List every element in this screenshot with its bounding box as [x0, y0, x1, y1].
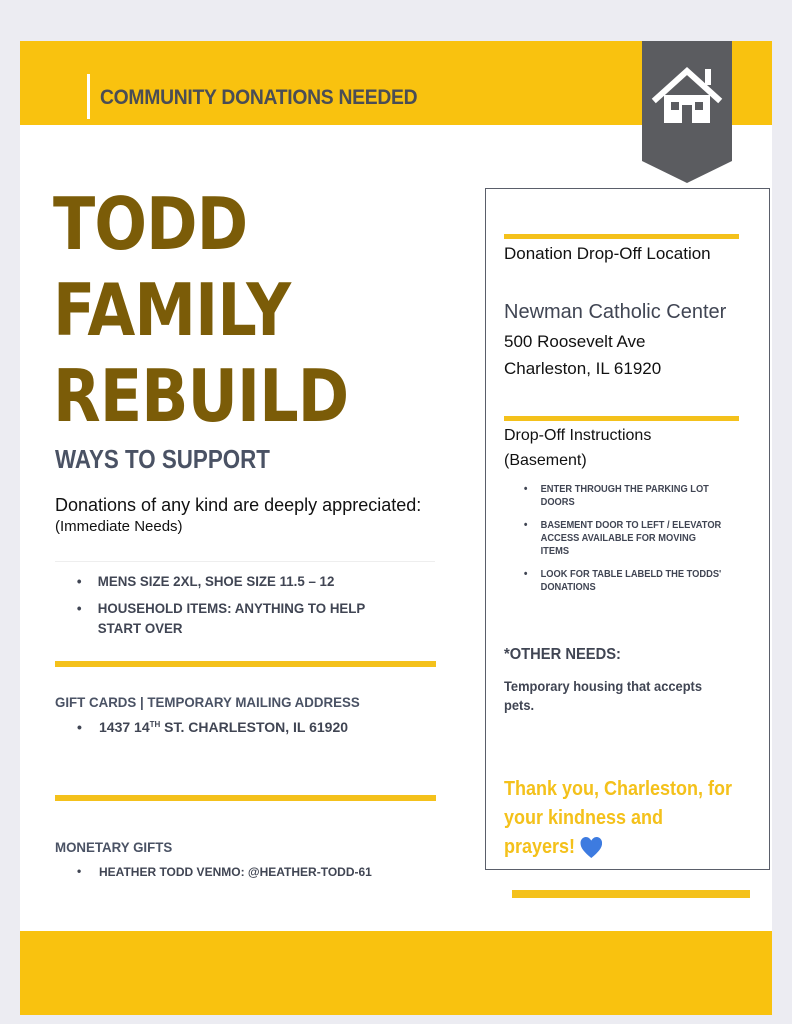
sidebar-gold-bar — [504, 234, 739, 239]
thank-you-message — [504, 775, 738, 862]
mailing-address — [75, 719, 348, 735]
title-line-1: TODD — [53, 182, 248, 266]
address-number: 1437 14 — [99, 719, 150, 735]
location-city: Charleston, IL 61920 — [504, 359, 662, 378]
address-rest: ST. CHARLESTON, IL 61920 — [160, 719, 349, 735]
list-item: • HOUSEHOLD ITEMS: ANYTHING TO HELP START OVER — [75, 598, 389, 638]
list-item: • LOOK FOR TABLE LABELD THE TODDS' DONATIONS — [522, 568, 727, 594]
blue-heart-icon — [580, 837, 602, 859]
donations-intro: Donations of any kind are deeply appreciated: — [55, 495, 422, 515]
page-title — [53, 181, 348, 439]
dropoff-location-heading: Donation Drop-Off Location — [504, 244, 711, 263]
flyer-page — [20, 41, 772, 1015]
monetary-gifts-heading: MONETARY GIFTS — [55, 839, 173, 855]
instructions-list — [522, 483, 742, 604]
ways-to-support-heading: WAYS TO SUPPORT — [55, 444, 270, 474]
immediate-needs-note: (Immediate Needs) — [55, 518, 183, 535]
list-item: • ENTER THROUGH THE PARKING LOT DOORS — [522, 483, 727, 509]
house-tab — [642, 41, 732, 183]
title-line-2: FAMILY — [53, 268, 291, 352]
other-needs-text: Temporary housing that accepts pets. — [504, 678, 703, 713]
gift-cards-heading: GIFT CARDS | TEMPORARY MAILING ADDRESS — [55, 694, 360, 710]
banner-heading: COMMUNITY DONATIONS NEEDED — [100, 86, 418, 109]
location-name: Newman Catholic Center — [504, 301, 727, 323]
sidebar-underline — [512, 890, 750, 898]
title-line-3: REBUILD — [53, 354, 349, 438]
venmo-handle: • HEATHER TODD VENMO: @HEATHER-TODD-61 — [75, 865, 372, 879]
location-street: 500 Roosevelt Ave — [504, 332, 646, 351]
dropoff-sidebar — [485, 188, 770, 870]
instructions-sub: (Basement) — [504, 452, 587, 469]
list-item: • BASEMENT DOOR TO LEFT / ELEVATOR ACCESS AVAILABLE FOR MOVING ITEMS — [522, 519, 727, 558]
gold-divider — [55, 795, 436, 801]
bottom-banner — [20, 931, 772, 1015]
other-needs-heading: *OTHER NEEDS: — [504, 646, 621, 663]
house-icon — [642, 41, 732, 183]
instructions-heading: Drop-Off Instructions — [504, 427, 652, 444]
gold-divider — [55, 661, 436, 667]
sidebar-gold-bar — [504, 416, 739, 421]
needs-list — [75, 571, 405, 645]
banner-accent-line — [87, 74, 90, 119]
address-ordinal: TH — [149, 720, 161, 729]
divider — [55, 561, 435, 562]
thank-you-text: Thank you, Charleston, for your kindness and prayers! — [504, 778, 733, 858]
list-item: • MENS SIZE 2XL, SHOE SIZE 11.5 – 12 — [75, 571, 389, 591]
